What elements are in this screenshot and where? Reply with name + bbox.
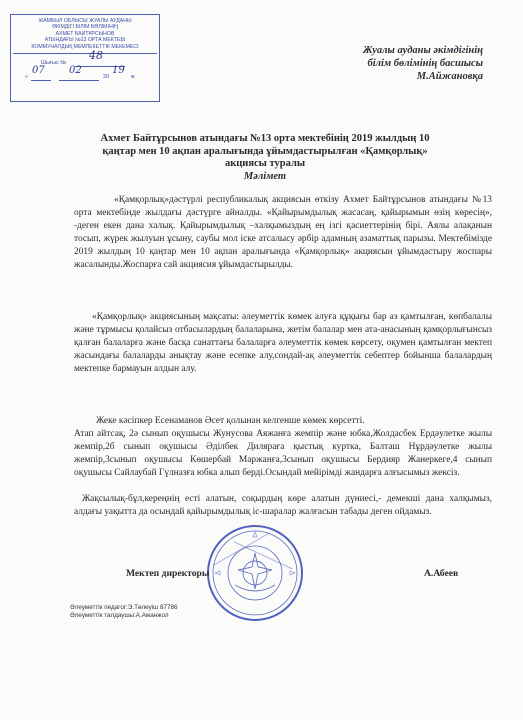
stamp-line-4: АТЫНДАҒЫ №13 ОРТА МЕКТЕБІ — [44, 37, 126, 44]
registration-stamp — [10, 14, 160, 102]
footer-line-2: Әлеуметтік талдаушы:А.Аманжол — [70, 612, 169, 619]
body-paragraph-5: Жақсылық-бұл,кереңнің есті алатын, соқырдың көре алатын дүниесі,- демекші дана халқымыз, алдағы уақытта да осындай қайырымдылық іс-шаралар жалғасын табады деген ойдамыз. — [74, 494, 492, 517]
body-paragraph-2: «Қамқорлық» акциясының мақсаты: әлеуметтік көмек алуға құқығы бар аз қамтылған, көпбалалы және тұрмысы қолайсыз отбасылардың балаларына, жетім балалар мен ата-анасының қамқорлығынсыз қалған балаларға және басқа санаттағы балаларға әлеуметтік көмек көрсету, оқумен қамтылған мектеп жасындағы балаларды анықтау және есепке алу,сондай-ақ әлеуметтік себептер бойынша балалардың мектепке бармауын алдын алу. — [74, 312, 492, 374]
stamp-date-month: 02 — [69, 65, 82, 77]
signature-name: А.Абеев — [424, 568, 459, 579]
stamp-date-open: « — [25, 74, 29, 81]
stamp-number-label: Шығыс № — [41, 60, 67, 67]
document-title — [40, 133, 490, 183]
stamp-line-1: ЖАМБЫЛ ОБЛЫСЫ ЖУАЛЫ АУДАНЫ — [38, 18, 132, 24]
footer-contacts — [70, 604, 177, 620]
signature-title: Мектеп директоры — [126, 568, 210, 579]
footer-line-1: Әлеуметтік педагог:Э.Төлеуіш 87786 — [70, 604, 178, 611]
stamp-number-value: 48 — [89, 49, 103, 63]
addressee-block — [283, 44, 483, 83]
title-line-4: Мәлімет — [243, 170, 287, 182]
title-line-1: Ахмет Байтұрсынов атындағы №13 орта мектебінің 2019 жылдың 10 — [100, 133, 430, 144]
stamp-line-2: ӘКІМДІГІ БІЛІМ БӨЛІМІНІҢ — [52, 24, 118, 31]
stamp-date-year: 19 — [112, 65, 125, 77]
addressee-line-3: М.Айжановқа — [416, 71, 483, 82]
stamp-date-year-prefix: 20 — [103, 74, 110, 81]
stamp-date-suffix: ж — [131, 74, 135, 81]
stamp-line-5: КОММУНАЛДЫҚ МЕМЛЕКЕТТІК МЕКЕМЕСІ — [31, 43, 139, 50]
body-paragraph-3: Жеке кәсіпкер Есенаманов Әсет қолынан келгенше көмек көрсетті. — [96, 416, 365, 426]
addressee-line-2: білім бөлімінің басшысы — [367, 58, 483, 69]
body-paragraph-1: «Қамқорлық»дәстүрлі республикалық акциясын өткізу Ахмет Байтұрсынов атындағы №13 орта мектебінде жылдағы дәстүрге айналды. «Қайырымдылық жасасаң, қайырымын өзің көресің», -деген екен дана халық. Қайырымдылық –халқымыздың ең ізгі қасиеттерінің бірі. Аялы алақанын тосып, жүрек жылуын ұсыну, саубы мол іске атсалысу әрбір адамның азаматтық парызы. Мектебімізде 2019 жылдың 10 қаңтар мен 10 ақпан аралығында «Қамқорлық» акциясын ұйымдастыру жоспары жасалынды.Жоспарға сай акциясия ұйымдастырылды. — [74, 195, 492, 270]
stamp-line-3: АХМЕТ БАЙТҰРСЫНОВ — [55, 30, 115, 37]
title-line-3: акциясы туралы — [224, 158, 306, 169]
addressee-line-1: Жуалы ауданы әкімдігінің — [362, 45, 483, 56]
body-paragraph-4: Атап айтсақ, 2ә сынып оқушысы Жунусова Аяжанға жемпір және юбка,Жолдасбек Ердәулетке жылы жемпір,2б сынып оқушысы Әділбек Диляраға қыстық куртка, Балташ Нұрдәулетке жылы жемпір,3сынып оқушысы Көшербай Маржанға,3сынып оқушысы Бердияр Жанеркеге,4 сынып оқушысы Сайлаубай Гүлназға юбка алып берді.Осындай мейірімді жандарға алғысымыз жексіз. — [74, 429, 492, 478]
title-line-2: қаңтар мен 10 ақпан аралығында ұйымдастырылған «Қамқорлық» — [102, 145, 428, 157]
stamp-date-day: 07 — [32, 65, 45, 77]
official-seal-icon — [205, 523, 305, 623]
